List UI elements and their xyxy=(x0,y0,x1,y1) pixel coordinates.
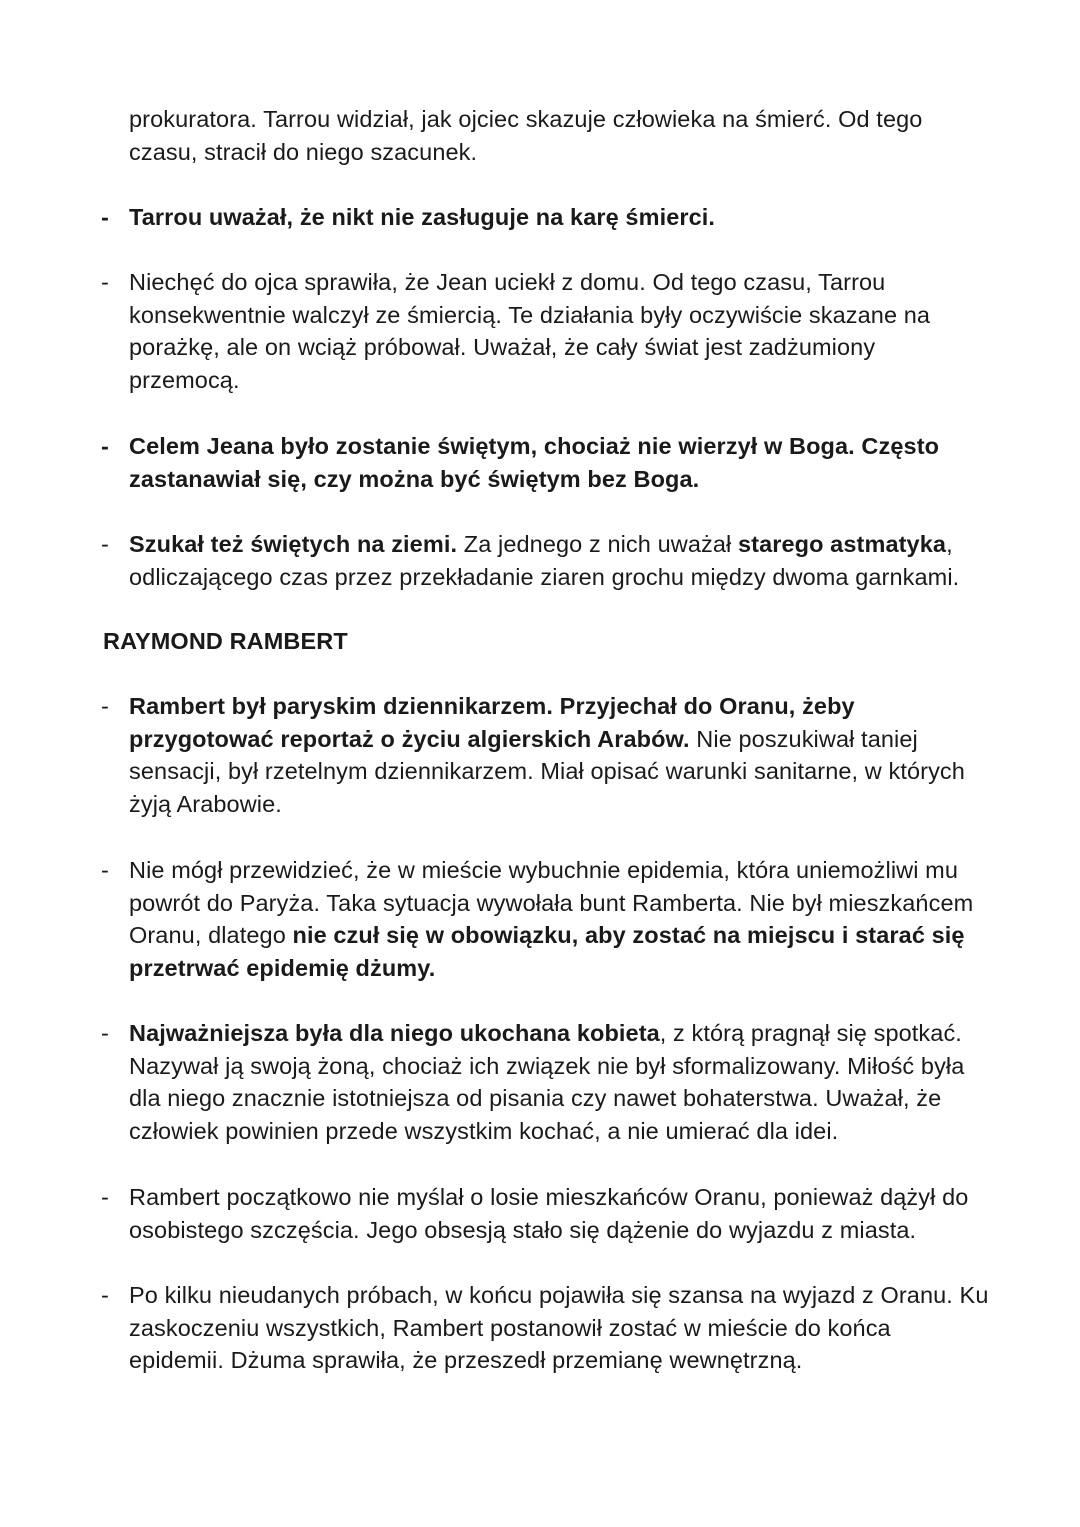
tarrou-item-saints-on-earth xyxy=(129,528,989,593)
bullet-dash: - xyxy=(101,1282,109,1308)
plain-text: , odliczającego czas przez przekładanie ziaren grochu między dwoma garnkami. xyxy=(129,531,960,590)
tarrou-item-fled-home: Niechęć do ojca sprawiła, że Jean uciekł z domu. Od tego czasu, Tarrou konsekwentnie walczył ze śmiercią. Te działania były oczywiście skazane na porażkę, ale on wciąż próbował. Uważał, że cały świat jest zadżumiony przemocą. xyxy=(129,269,931,394)
bullet-dash: - xyxy=(101,693,109,719)
bold-text: Szukał też świętych na ziemi. xyxy=(129,531,458,557)
rambert-item-beloved xyxy=(129,1017,989,1148)
bullet-dash: - xyxy=(101,531,109,557)
rambert-item-personal-happiness: Rambert początkowo nie myślał o losie mieszkańców Oranu, ponieważ dążył do osobistego szczęścia. Jego obsesją stało się dążenie do wyjazdu z miasta. xyxy=(129,1184,969,1243)
tarrou-item-sainthood xyxy=(129,430,989,495)
section-heading: RAYMOND RAMBERT xyxy=(103,628,348,654)
bullet-dash: - xyxy=(101,269,109,295)
bold-text: nie czuł się w obowiązku, aby zostać na miejscu i starać się przetrwać epidemię dżumy. xyxy=(129,922,965,982)
rambert-item-epidemic xyxy=(129,854,989,985)
rambert-item-journalist xyxy=(129,690,989,821)
rambert-item-transformation: Po kilku nieudanych próbach, w końcu pojawiła się szansa na wyjazd z Oranu. Ku zaskoczeniu wszystkich, Rambert postanowił zostać w mieście do końca epidemii. Dżuma sprawiła, że przeszedł przemianę wewnętrzną. xyxy=(129,1282,989,1374)
bullet-dash: - xyxy=(101,433,109,459)
bullet-dash: - xyxy=(101,1184,109,1210)
plain-text: , z którą pragnął się spotkać. Nazywał ją swoją żoną, chociaż ich związek nie był sformalizowany. Miłość była dla niego znacznie istotniejsza od pisania czy nawet bohaterstwa. Uważał, że człowiek powinien przede wszystkim kochać, a nie umierać dla idei. xyxy=(129,1020,965,1145)
bullet-dash: - xyxy=(101,1020,109,1046)
plain-text: Nie poszukiwał taniej sensacji, był rzetelnym dziennikarzem. Miał opisać warunki sanitarne, w których żyją Arabowie. xyxy=(129,725,965,818)
bold-text: Rambert był paryskim dziennikarzem. Przyjechał do Oranu, żeby przygotować reportaż o życiu algierskich Arabów. xyxy=(129,693,855,752)
bold-text: Tarrou uważał, że nikt nie zasługuje na karę śmierci. xyxy=(129,204,716,230)
tarrou-item-death-penalty xyxy=(129,201,989,234)
plain-text: Za jednego z nich uważał xyxy=(457,531,738,557)
bold-text: Celem Jeana było zostanie świętym, chociaż nie wierzył w Boga. Często zastanawiał się, czy można być świętym bez Boga. xyxy=(129,433,940,492)
bold-text: starego astmatyka xyxy=(737,531,947,557)
bullet-dash: - xyxy=(101,857,109,883)
continuation-paragraph: prokuratora. Tarrou widział, jak ojciec skazuje człowieka na śmierć. Od tego czasu, stracił do niego szacunek. xyxy=(129,106,923,165)
plain-text: Nie mógł przewidzieć, że w mieście wybuchnie epidemia, która uniemożliwi mu powrót do Paryża. Taka sytuacja wywołała bunt Ramberta. Nie był mieszkańcem Oranu, dlatego xyxy=(129,857,974,949)
bullet-dash: - xyxy=(101,204,109,230)
bold-text: Najważniejsza była dla niego ukochana kobieta xyxy=(129,1020,660,1046)
